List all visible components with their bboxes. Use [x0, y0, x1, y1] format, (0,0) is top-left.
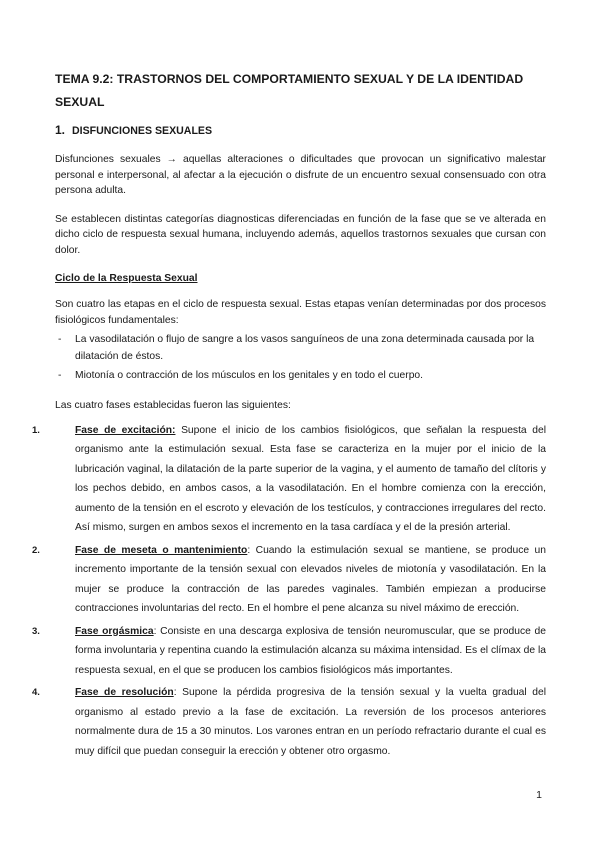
section-title: DISFUNCIONES SEXUALES — [71, 125, 213, 137]
phases-intro-paragraph: Las cuatro fases establecidas fueron las siguientes: — [55, 400, 291, 411]
section-heading — [55, 123, 546, 137]
phases-list — [32, 421, 546, 762]
phase-item — [32, 541, 546, 619]
phase-number: 3. — [32, 625, 40, 637]
phase-name: Fase de resolución — [75, 687, 174, 698]
phase-item — [32, 421, 546, 538]
dash-bullet: - — [58, 370, 62, 381]
cycle-heading: Ciclo de la Respuesta Sexual — [55, 273, 198, 284]
phase-name: Fase de excitación: — [75, 424, 176, 436]
stages-paragraph: Son cuatro las etapas en el ciclo de respuesta sexual. Estas etapas venían determinadas por dos procesos fisiológicos fundamentales: — [55, 299, 546, 326]
phase-item — [32, 622, 546, 681]
phase-number: 4. — [32, 687, 40, 698]
phase-name: Fase orgásmica — [75, 625, 154, 637]
categories-paragraph: Se establecen distintas categorías diagnosticas diferenciadas en función de la fase que se ve alterada en dicho ciclo de respuesta sexual humana, incluyendo además, aquellos trastornos sexuales que cursan con dolor. — [55, 213, 546, 256]
document-page — [32, 68, 546, 764]
section-number: 1. — [55, 123, 66, 137]
phase-item — [32, 683, 546, 761]
phase-text: Supone el inicio de los cambios fisiológicos, que señalan la respuesta del organismo ante la estimulación sexual. Esta fase se caracteriza en la mujer por el inicio de la lubricación vaginal, la dilatación de la parte superior de la vagina, y el aumento de tamaño del clítoris y los pechos debido, en ambos casos, a la vasodilatación. En el hombre comienza con la erección, aumento de la tensión en el escroto y elevación de los testículos, y contracciones irregulares del recto. Así mismo, surgen en ambos sexos el incremento en la tasa cardíaca y el de la presión arterial. — [75, 424, 546, 533]
phase-text: : Cuando la estimulación sexual se mantiene, se produce un incremento importante de la tensión sexual con elevados niveles de miotonía y vasodilatación. En la mujer se produce la contracción de las paredes vaginales. También empiezan a producirse contracciones involuntarias del recto. En el hombre el pene alcanza su nivel máximo de erección. — [75, 544, 546, 614]
document-title: TEMA 9.2: TRASTORNOS DEL COMPORTAMIENTO SEXUAL Y DE LA IDENTIDAD SEXUAL — [55, 72, 524, 109]
list-item — [55, 367, 546, 384]
list-item-text: Miotonía o contracción de los músculos en los genitales y en todo el cuerpo. — [75, 370, 424, 381]
phase-number: 1. — [32, 424, 40, 436]
phase-name: Fase de meseta o mantenimiento — [75, 544, 248, 556]
definition-paragraph: Disfunciones sexuales → aquellas alteraciones o dificultades que provocan un significativo malestar personal e interpersonal, al afectar a la ejecución o disfrute de un encuentro sexual consensuado con otra persona adulta. — [55, 154, 546, 196]
page-number: 1 — [536, 789, 542, 801]
phase-number: 2. — [32, 544, 40, 556]
list-item-text: La vasodilatación o flujo de sangre a los vasos sanguíneos de una zona determinada causada por la dilatación de éstos. — [75, 334, 535, 362]
process-list — [55, 331, 546, 384]
dash-bullet: - — [58, 334, 62, 345]
list-item — [55, 331, 546, 365]
phase-text: : Consiste en una descarga explosiva de tensión neuromuscular, que se produce de forma involuntaria y repentina cuando la estimulación alcanza su máxima intensidad. Es el clímax de la respuesta sexual, en el que se producen los cambios fisiológicos más importantes. — [75, 625, 546, 676]
phase-text: : Supone la pérdida progresiva de la tensión sexual y la vuelta gradual del organismo al estado previo a la fase de excitación. La reversión de los procesos anteriores normalmente dura de 15 a 30 minutos. Los varones entran en un período refractario durante el cual es muy difícil que puedan conseguir la erección y obtener otro orgasmo. — [75, 687, 546, 757]
